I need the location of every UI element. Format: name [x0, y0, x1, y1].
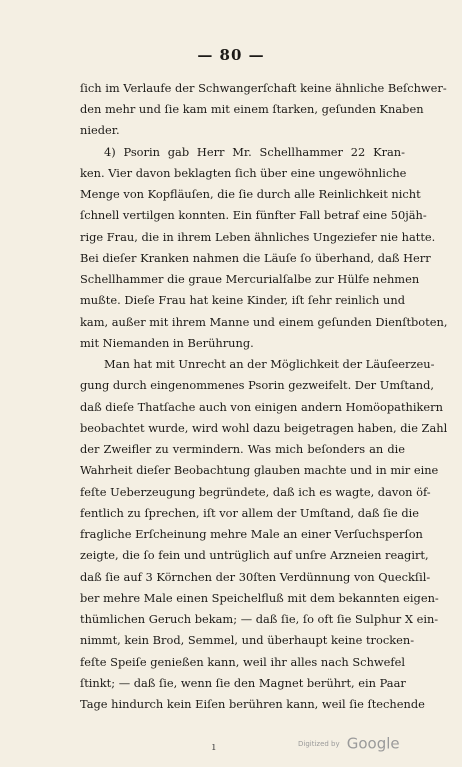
text-line: daß dieſe Thatſache auch von einigen andern Homöopathikern [80, 400, 443, 414]
text-line: Man hat mit Unrecht an der Möglichkeit der Läuſeerzeu- [104, 357, 435, 371]
text-line: zeigte, die ſo fein und untrüglich auf unſre Arzneien reagirt, [80, 548, 429, 562]
text-line: feſte Speiſe genießen kann, weil ihr alles nach Schwefel [80, 655, 405, 669]
text-line: ſich im Verlaufe der Schwangerſchaft keine ähnliche Beſchwer- [80, 81, 447, 95]
text-line: rige Frau, die in ihrem Leben ähnliches Ungeziefer nie hatte. [80, 230, 436, 244]
text-line: mit Niemanden in Berührung. [80, 336, 254, 350]
text-line: nimmt, kein Brod, Semmel, und überhaupt keine trocken- [80, 633, 415, 647]
text-line: kam, außer mit ihrem Manne und einem geſunden Dienſtboten, [80, 315, 448, 329]
text-line: fragliche Erſcheinung mehre Male an einer Verſuchsperſon [80, 527, 423, 541]
page-number: — 80 — [197, 46, 265, 64]
bottom-mark: ı [212, 740, 216, 753]
text-line: Wahrheit dieſer Beobachtung glauben machte und in mir eine [80, 463, 439, 477]
text-line: ſchnell vertilgen konnten. Ein fünfter Fall betraf eine 50jäh- [80, 208, 427, 222]
watermark-brand: Google [346, 734, 400, 753]
digitization-watermark [298, 733, 400, 753]
text-line: fentlich zu ſprechen, iſt vor allem der Umſtand, daß ſie die [80, 506, 419, 520]
watermark-prefix: Digitized by [298, 739, 340, 748]
text-line: Bei dieſer Kranken nahmen die Läuſe ſo überhand, daß Herr [80, 251, 431, 265]
text-line: 4) Psorin gab Herr Mr. Schellhammer 22 Kran- [104, 145, 405, 159]
text-line: Menge von Kopfläuſen, die ſie durch alle Reinlichkeit nicht [80, 187, 421, 201]
text-line: nieder. [80, 123, 120, 137]
text-line: ken. Vier davon beklagten ſich über eine ungewöhnliche [80, 166, 407, 180]
text-line: daß ſie auf 3 Körnchen der 30ſten Verdünnung von Queckſil- [80, 570, 431, 584]
text-line: den mehr und ſie kam mit einem ſtarken, geſunden Knaben [80, 102, 424, 116]
text-line: Tage hindurch kein Eiſen berühren kann, weil ſie ſtechende [80, 697, 425, 711]
text-line: ber mehre Male einen Speichelfluß mit dem bekannten eigen- [80, 591, 439, 605]
text-line: gung durch eingenommenes Psorin gezweifelt. Der Umſtand, [80, 378, 434, 392]
text-line: mußte. Dieſe Frau hat keine Kinder, iſt ſehr reinlich und [80, 293, 405, 307]
text-line: beobachtet wurde, wird wohl dazu beigetragen haben, die Zahl [80, 421, 448, 435]
text-line: Schellhammer die graue Mercurialſalbe zur Hülfe nehmen [80, 272, 420, 286]
text-line: feſte Ueberzeugung begründete, daß ich es wagte, davon öf- [80, 485, 431, 499]
text-line: ſtinkt; — daß ſie, wenn ſie den Magnet berührt, ein Paar [80, 676, 406, 690]
text-line: der Zweifler zu vermindern. Was mich beſonders an die [80, 442, 405, 456]
text-line: thümlichen Geruch bekam; — daß ſie, ſo oft ſie Sulphur X ein- [80, 612, 439, 626]
